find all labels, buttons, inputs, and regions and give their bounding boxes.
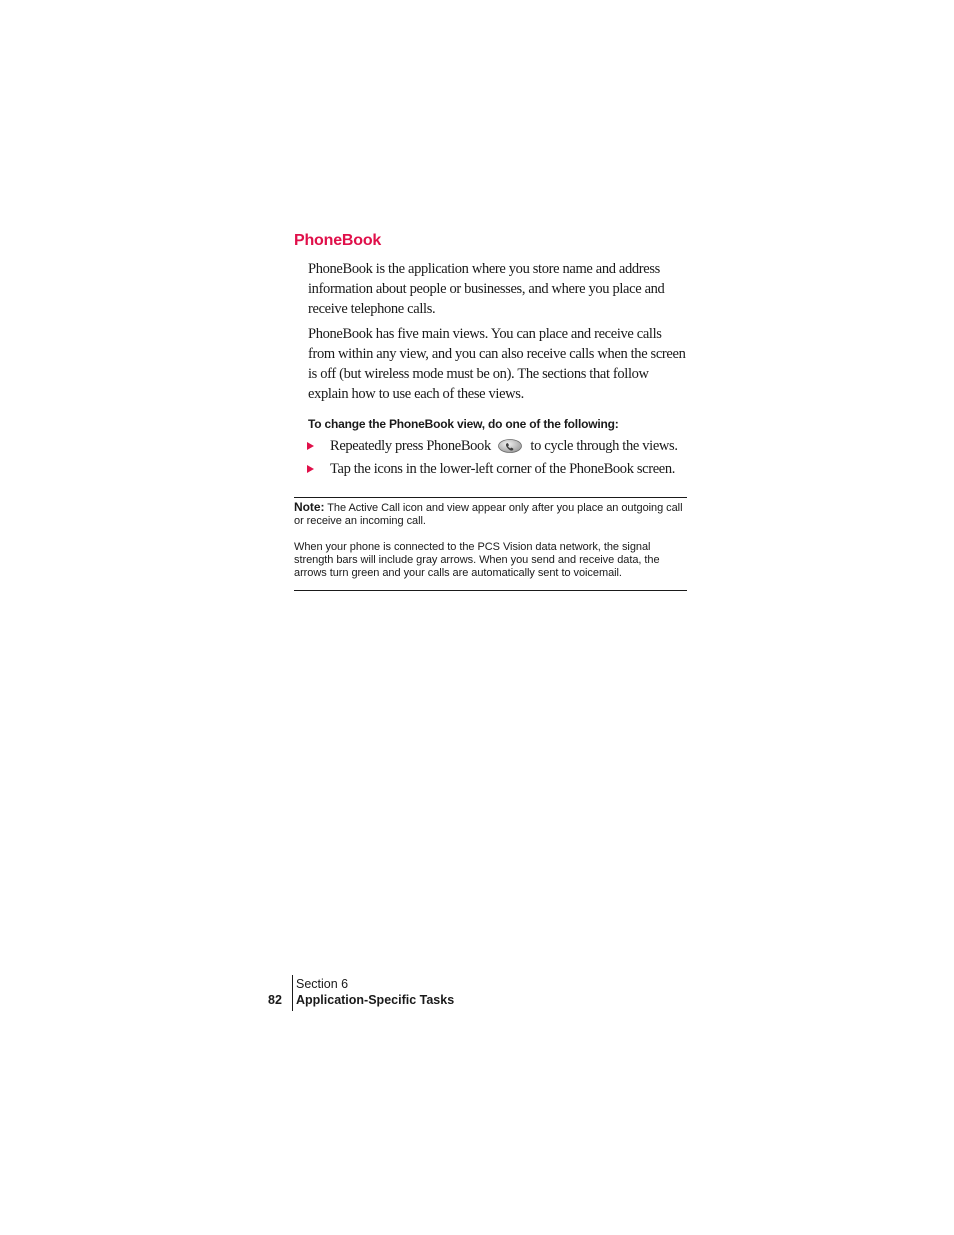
footer-chapter-title: Application-Specific Tasks — [296, 993, 455, 1007]
bullet-text-after-icon: to cycle through the views. — [530, 438, 678, 454]
section-title: PhoneBook — [294, 232, 382, 249]
note-label: Note: — [294, 500, 325, 514]
note-second-paragraph: When your phone is connected to the PCS Vision data network, the signal strength bars will include gray arrows. When you send and receive data, the arrows turn green and your calls are automatically sent to voicemail. — [294, 541, 660, 579]
bullet-text: Tap the icons in the lower-left corner of the PhoneBook screen. — [330, 461, 676, 477]
note-first-paragraph — [294, 501, 687, 528]
footer-section-label: Section 6 — [296, 977, 349, 991]
bullet-arrow-icon — [307, 442, 314, 450]
footer-divider — [292, 975, 293, 1011]
note-text: The Active Call icon and view appear only after you place an outgoing call or receive an incoming call. — [294, 502, 683, 527]
views-paragraph: PhoneBook has five main views. You can place and receive calls from within any view, and you can also receive calls when the screen is off (but wireless mode must be on). The sections that follow explain how to use each of these views. — [308, 326, 686, 402]
page-number: 82 — [268, 993, 282, 1007]
bullet-item-press-phonebook — [306, 436, 696, 459]
task-heading: To change the PhoneBook view, do one of the following: — [308, 417, 619, 431]
intro-paragraph: PhoneBook is the application where you store name and address information about people or businesses, and where you place and receive telephone calls. — [308, 261, 665, 317]
bullet-text-before-icon: Repeatedly press PhoneBook — [330, 438, 491, 454]
phonebook-button-icon — [498, 439, 522, 453]
task-bullet-list — [306, 436, 696, 482]
bullet-arrow-icon — [307, 465, 314, 473]
note-box — [294, 497, 687, 591]
bullet-item-tap-icons — [306, 459, 696, 482]
